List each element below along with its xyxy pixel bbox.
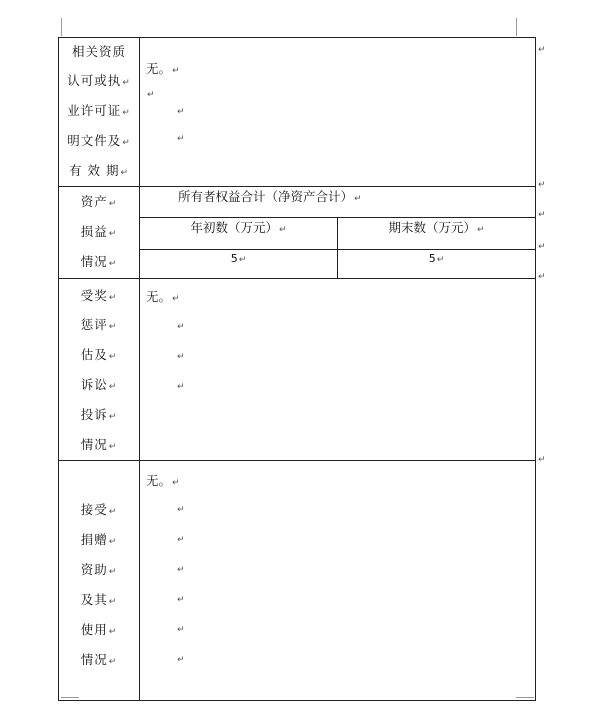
- assets-label-line-1: 资产: [80, 194, 108, 209]
- net-assets-header: 所有者权益合计（净资产合计）: [178, 189, 354, 204]
- paragraph-mark: ↵: [172, 294, 180, 304]
- awards-label-line-4: 诉讼: [80, 377, 108, 392]
- paragraph-mark: ↵: [436, 255, 445, 265]
- start-of-year-value: 5: [230, 252, 238, 265]
- row-end-mark: ↵: [538, 272, 546, 282]
- assets-label-line-3: 情况: [80, 254, 108, 269]
- paragraph-mark: ↵: [108, 412, 118, 422]
- row-end-mark: ↵: [538, 455, 546, 465]
- qualification-label-line-3: 业许可证: [67, 103, 122, 118]
- paragraph-mark: ↵: [108, 293, 118, 303]
- paragraph-mark: ↵: [108, 382, 118, 392]
- donations-content-cell[interactable]: [140, 461, 536, 701]
- paragraph-mark: ↵: [108, 442, 118, 452]
- paragraph-mark: ↵: [108, 352, 118, 362]
- form-table: [58, 37, 536, 701]
- qualification-label-line-1: 相关资质: [71, 44, 126, 59]
- qualification-label-line-5: 有 效 期: [69, 163, 120, 178]
- paragraph-mark: ↵: [108, 657, 118, 667]
- awards-label-line-2: 惩评: [80, 317, 108, 332]
- paragraph-mark: ↵: [177, 505, 185, 515]
- paragraph-mark: ↵: [108, 229, 118, 239]
- paragraph-mark: ↵: [177, 595, 185, 605]
- awards-label-cell: [59, 279, 140, 461]
- paragraph-mark: ↵: [120, 168, 129, 178]
- paragraph-mark: ↵: [122, 78, 131, 88]
- paragraph-mark: ↵: [177, 565, 185, 575]
- paragraph-mark: ↵: [108, 597, 118, 607]
- end-of-period-value: 5: [428, 252, 436, 265]
- paragraph-mark: ↵: [122, 108, 131, 118]
- assets-content-cell: [140, 187, 536, 279]
- paragraph-mark: ↵: [108, 507, 118, 517]
- qualification-content-text: 无。: [146, 61, 172, 76]
- paragraph-mark: ↵: [238, 255, 247, 265]
- paragraph-mark: ↵: [108, 259, 118, 269]
- awards-label-line-5: 投诉: [80, 407, 108, 422]
- qualification-row: [59, 38, 536, 187]
- donations-label-line-2: 捐赠: [80, 532, 108, 547]
- paragraph-mark: ↵: [172, 66, 180, 76]
- paragraph-mark: ↵: [108, 537, 118, 547]
- donations-label-line-4: 及其: [80, 592, 108, 607]
- donations-label-line-6: 情况: [80, 652, 108, 667]
- paragraph-mark: ↵: [177, 352, 185, 362]
- assets-label-line-2: 损益: [80, 224, 108, 239]
- row-end-mark: ↵: [538, 242, 546, 252]
- paragraph-mark: ↵: [177, 107, 185, 117]
- awards-content-text: 无。: [146, 289, 172, 304]
- qualification-label-cell: [59, 38, 140, 187]
- paragraph-mark: ↵: [108, 199, 118, 209]
- paragraph-mark: ↵: [177, 655, 185, 665]
- row-end-mark: ↵: [538, 210, 546, 220]
- paragraph-mark: ↵: [172, 478, 180, 488]
- paragraph-mark: ↵: [177, 625, 185, 635]
- paragraph-mark: ↵: [122, 138, 131, 148]
- donations-content-text: 无。: [146, 473, 172, 488]
- row-end-mark: ↵: [538, 180, 546, 190]
- paragraph-mark: ↵: [177, 322, 185, 332]
- paragraph-mark: ↵: [177, 535, 185, 545]
- qualification-content-cell[interactable]: [140, 38, 536, 187]
- assets-row: [59, 187, 536, 279]
- paragraph-mark: ↵: [108, 627, 118, 637]
- donations-label-line-1: 接受: [80, 502, 108, 517]
- qualification-label-line-2: 认可或执: [67, 73, 122, 88]
- paragraph-mark: ↵: [147, 90, 155, 100]
- awards-label-line-6: 情况: [80, 437, 108, 452]
- awards-label-line-1: 受奖: [80, 288, 108, 303]
- start-of-year-header: 年初数（万元）: [190, 220, 278, 235]
- assets-inner-table: [140, 187, 535, 278]
- paragraph-mark: ↵: [476, 225, 485, 235]
- awards-label-line-3: 估及: [80, 347, 108, 362]
- donations-label-cell: [59, 461, 140, 701]
- paragraph-mark: ↵: [278, 225, 287, 235]
- donations-row: [59, 461, 536, 701]
- paragraph-mark: ↵: [177, 134, 185, 144]
- donations-label-line-5: 使用: [80, 622, 108, 637]
- row-end-mark: ↵: [538, 45, 546, 55]
- paragraph-mark: ↵: [108, 322, 118, 332]
- assets-label-cell: [59, 187, 140, 279]
- paragraph-mark: ↵: [177, 382, 185, 392]
- qualification-label-line-4: 明文件及: [67, 133, 122, 148]
- paragraph-mark: ↵: [108, 567, 118, 577]
- awards-row: [59, 279, 536, 461]
- end-of-period-header: 期末数（万元）: [388, 220, 476, 235]
- donations-label-line-3: 资助: [80, 562, 108, 577]
- end-of-period-value-cell[interactable]: [338, 250, 536, 279]
- start-of-year-value-cell[interactable]: [140, 250, 338, 279]
- awards-content-cell[interactable]: [140, 279, 536, 461]
- paragraph-mark: ↵: [354, 194, 362, 204]
